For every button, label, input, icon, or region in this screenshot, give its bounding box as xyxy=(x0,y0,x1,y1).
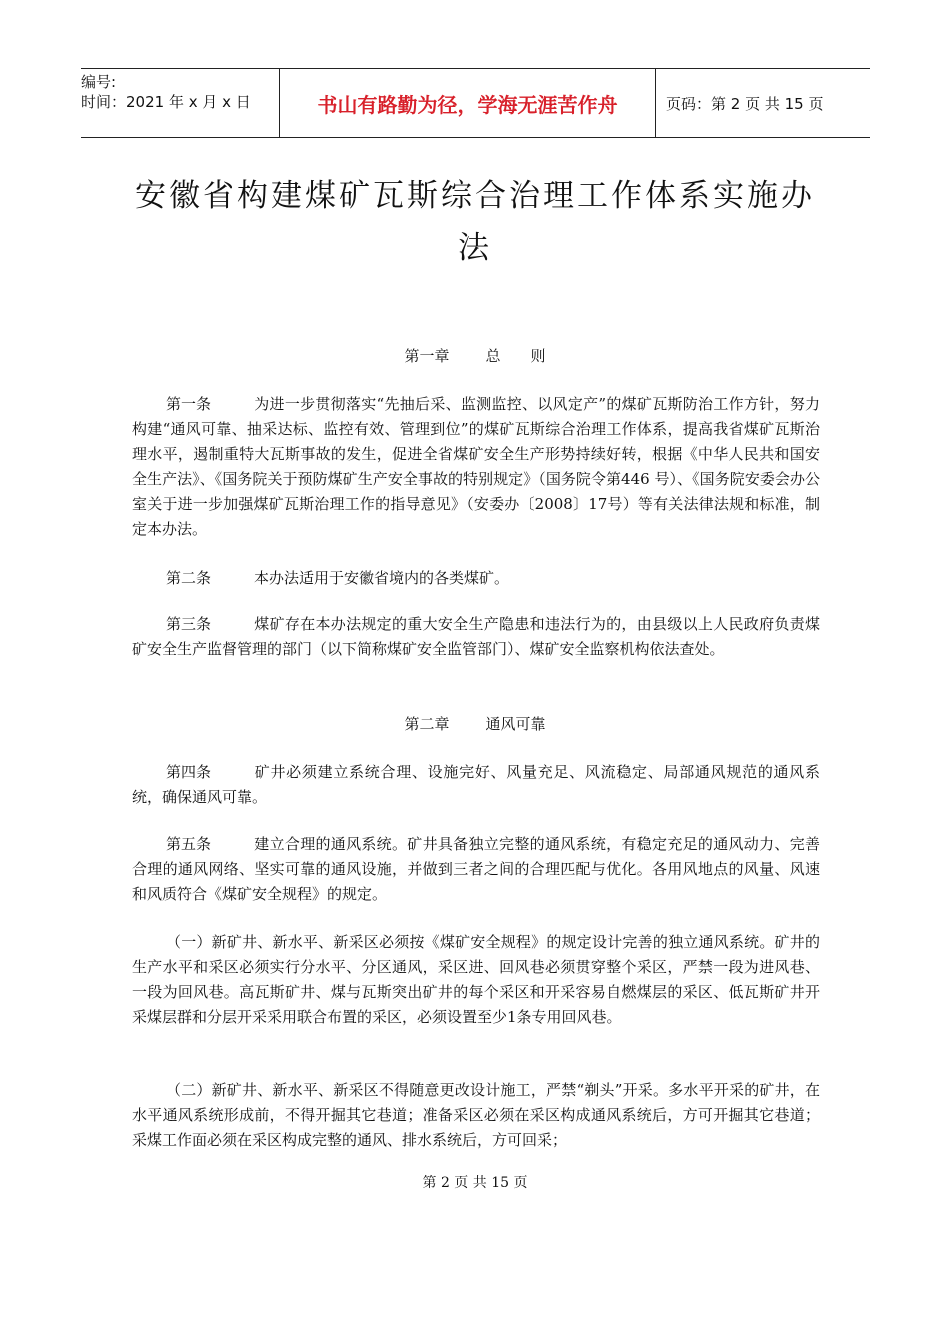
document-title xyxy=(100,170,850,274)
header-motto: 书山有路勤为径，学海无涯苦作舟 xyxy=(280,69,656,137)
title-line-1: 安徽省构建煤矿瓦斯综合治理工作体系实施办 xyxy=(135,178,815,214)
number-label: 编号: xyxy=(81,73,117,91)
chapter-2-heading xyxy=(0,713,950,734)
item-1: （一）新矿井、新水平、新采区必须按《煤矿安全规程》的规定设计完善的独立通风系统。矿井的生产水平和采区必须实行分水平、分区通风，采区进、回风巷必须贯穿整个采区，严禁一段为进风巷、一段为回风巷。高瓦斯矿井、煤与瓦斯突出矿井的每个采区和开采容易自燃煤层的采区、低瓦斯矿井开采煤层群和分层开采采用联合布置的采区，必须设置至少1条专用回风巷。 xyxy=(132,933,820,1026)
article-label: 第三条 xyxy=(166,615,212,633)
chapter-number: 第一章 xyxy=(404,347,450,365)
article-5 xyxy=(132,832,820,907)
header-meta xyxy=(81,69,280,137)
article-text: 矿井必须建立系统合理、设施完好、风量充足、风流稳定、局部通风规范的通风系统，确保通风可靠。 xyxy=(132,763,820,806)
article-text: 建立合理的通风系统。矿井具备独立完整的通风系统，有稳定充足的通风动力、完善合理的通风网络、坚实可靠的通风设施，并做到三者之间的合理匹配与优化。各用风地点的风量、风速和风质符合《煤矿安全规程》的规定。 xyxy=(132,835,820,903)
article-text: 为进一步贯彻落实“先抽后采、监测监控、以风定产”的煤矿瓦斯防治工作方针，努力构建“通风可靠、抽采达标、监控有效、管理到位”的煤矿瓦斯综合治理工作体系，提高我省煤矿瓦斯治理水平，遏制重特大瓦斯事故的发生，促进全省煤矿安全生产形势持续好转，根据《中华人民共和国安全生产法》、《国务院关于预防煤矿生产安全事故的特别规定》（国务院令第446 号）、《国务院安委会办公室关于进一步加强煤矿瓦斯治理工作的指导意见》（安委办〔2008〕17号）等有关法律法规和标准，制定本办法。 xyxy=(132,395,820,538)
chapter-number: 第二章 xyxy=(404,715,450,733)
title-line-2: 法 xyxy=(458,230,492,266)
item-2: （二）新矿井、新水平、新采区不得随意更改设计施工，严禁“剃头”开采。多水平开采的矿井，在水平通风系统形成前，不得开掘其它巷道；准备采区必须在采区构成通风系统后，方可开掘其它巷道；采煤工作面必须在采区构成完整的通风、排水系统后，方可回采； xyxy=(132,1081,820,1149)
article-2 xyxy=(132,566,820,591)
article-label: 第四条 xyxy=(166,763,212,781)
page-footer: 第 2 页 共 15 页 xyxy=(422,1175,528,1191)
chapter-name: 总 则 xyxy=(485,347,546,365)
article-label: 第五条 xyxy=(166,835,212,853)
article-1 xyxy=(132,392,820,542)
header-page-info: 页码：第 2 页 共 15 页 xyxy=(666,94,824,113)
article-label: 第二条 xyxy=(166,569,212,587)
article-4 xyxy=(132,760,820,810)
page-header xyxy=(81,68,870,138)
chapter-1-heading xyxy=(0,345,950,366)
chapter-name: 通风可靠 xyxy=(485,715,546,733)
article-text: 煤矿存在本办法规定的重大安全生产隐患和违法行为的，由县级以上人民政府负责煤矿安全生产监督管理的部门（以下简称煤矿安全监管部门）、煤矿安全监察机构依法查处。 xyxy=(132,615,820,658)
time-label: 时间：2021 年 x 月 x 日 xyxy=(81,93,251,111)
article-label: 第一条 xyxy=(166,395,212,413)
article-text: 本办法适用于安徽省境内的各类煤矿。 xyxy=(254,569,510,587)
article-3 xyxy=(132,612,820,662)
